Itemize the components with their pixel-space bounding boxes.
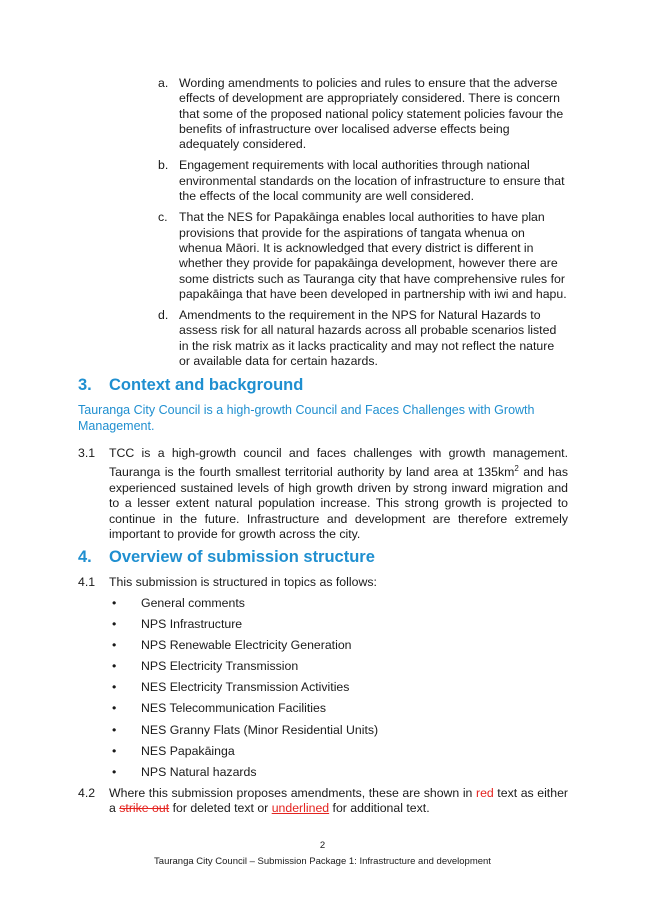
section-4-number: 4. <box>78 548 92 566</box>
superscript: 2 <box>514 464 519 474</box>
paragraph-text <box>109 786 568 817</box>
bullet-icon: • <box>112 638 117 653</box>
bullet-icon: • <box>112 617 117 632</box>
section-3-heading <box>78 376 303 395</box>
paragraph-number: 3.1 <box>78 446 96 460</box>
bullet-text: NPS Electricity Transmission <box>141 659 299 674</box>
list-item-text: Amendments to the requirement in the NPS for Natural Hazards to assess risk for all natural hazards across all probable scenarios listed in the risk matrix as it lacks practicality and may not reflect the nature or available data for certain hazards. <box>179 308 557 369</box>
bullet-item <box>110 638 530 659</box>
list-item-letter: c. <box>158 210 168 225</box>
bullet-item <box>110 765 530 786</box>
section-3-subheading: Tauranga City Council is a high-growth Council and Faces Challenges with Growth Management. <box>78 403 535 433</box>
strike-out-example: strike out <box>119 801 170 816</box>
paragraph-text-part: Where this submission proposes amendments, these are shown in <box>109 786 476 800</box>
lettered-list <box>158 76 568 375</box>
section-3-number: 3. <box>78 376 92 394</box>
bullet-text: NPS Renewable Electricity Generation <box>141 638 352 653</box>
paragraph-text: This submission is structured in topics as follows: <box>109 575 377 589</box>
list-item-text: That the NES for Papakāinga enables local authorities to have plan provisions that provide for the aspirations of tangata whenua on whenua Māori. It is acknowledged that every district is different in whether they provide for papakāinga development, however there are some districts such as Tauranga city that have comprehensive rules for papakāinga that have been developed in partnership with iwi and hapu. <box>179 210 567 301</box>
paragraph-4-2 <box>78 786 568 817</box>
list-item <box>158 210 568 302</box>
paragraph-text-part: TCC is a high-growth council and faces challenges with growth management. Tauranga is the fourth smallest territorial authority by land area at 135km <box>109 446 568 480</box>
bullet-icon: • <box>112 743 117 758</box>
bullet-item <box>110 744 530 765</box>
bullet-icon: • <box>112 596 117 610</box>
red-text-example: red <box>475 786 494 800</box>
bullet-text: NES Telecommunication Facilities <box>141 701 326 716</box>
bullet-text: NES Papakāinga <box>141 743 235 758</box>
page-number: 2 <box>319 840 326 851</box>
topic-bullet-list <box>110 596 530 786</box>
paragraph-text-part: and has experienced sustained levels of high growth driven by strong inward migration and to a lesser extent natural population increase. This strong growth is projected to continue in the future. Infrastructure and development are therefore extremely important to provide for growth across the city. <box>109 465 568 542</box>
list-item-letter: a. <box>158 76 169 90</box>
page-footer: Tauranga City Council – Submission Package 1: Infrastructure and development <box>154 856 491 867</box>
list-item-letter: d. <box>158 308 169 323</box>
list-item <box>158 158 568 204</box>
bullet-item <box>110 617 530 638</box>
bullet-item <box>110 701 530 722</box>
bullet-text: General comments <box>141 596 245 610</box>
paragraph-3-1 <box>78 446 568 543</box>
bullet-icon: • <box>112 722 117 737</box>
list-item-text: Engagement requirements with local authorities through national environmental standards on the location of infrastructure to ensure that the effects of the local community are well considered. <box>179 158 565 204</box>
list-item <box>158 76 568 152</box>
bullet-text: NES Electricity Transmission Activities <box>141 680 350 695</box>
paragraph-text <box>109 446 568 543</box>
bullet-icon: • <box>112 680 117 695</box>
paragraph-text-part: text as either a <box>109 786 568 816</box>
list-item-letter: b. <box>158 158 169 173</box>
bullet-text: NPS Infrastructure <box>141 617 243 632</box>
bullet-text: NPS Natural hazards <box>141 764 257 779</box>
section-4-title: Overview of submission structure <box>109 548 375 566</box>
bullet-icon: • <box>112 764 117 779</box>
list-item <box>158 308 568 369</box>
section-4-heading <box>78 548 375 567</box>
section-3-title: Context and background <box>109 376 304 394</box>
bullet-item <box>110 596 530 617</box>
underlined-example: underlined <box>271 801 330 816</box>
bullet-item <box>110 659 530 680</box>
bullet-icon: • <box>112 659 117 674</box>
bullet-icon: • <box>112 701 117 716</box>
paragraph-text-part: for deleted text or <box>169 801 272 816</box>
bullet-text: NES Granny Flats (Minor Residential Units) <box>141 722 379 737</box>
bullet-item <box>110 680 530 701</box>
paragraph-4-1 <box>78 575 568 590</box>
paragraph-number: 4.2 <box>78 786 96 800</box>
paragraph-number: 4.1 <box>78 575 96 589</box>
paragraph-text-part: for additional text. <box>329 801 430 816</box>
bullet-item <box>110 723 530 744</box>
list-item-text: Wording amendments to policies and rules to ensure that the adverse effects of development are appropriately considered. There is concern that some of the proposed national policy statement policies favour the benefits of infrastructure over localised adverse effects being adequately considered. <box>179 76 564 152</box>
